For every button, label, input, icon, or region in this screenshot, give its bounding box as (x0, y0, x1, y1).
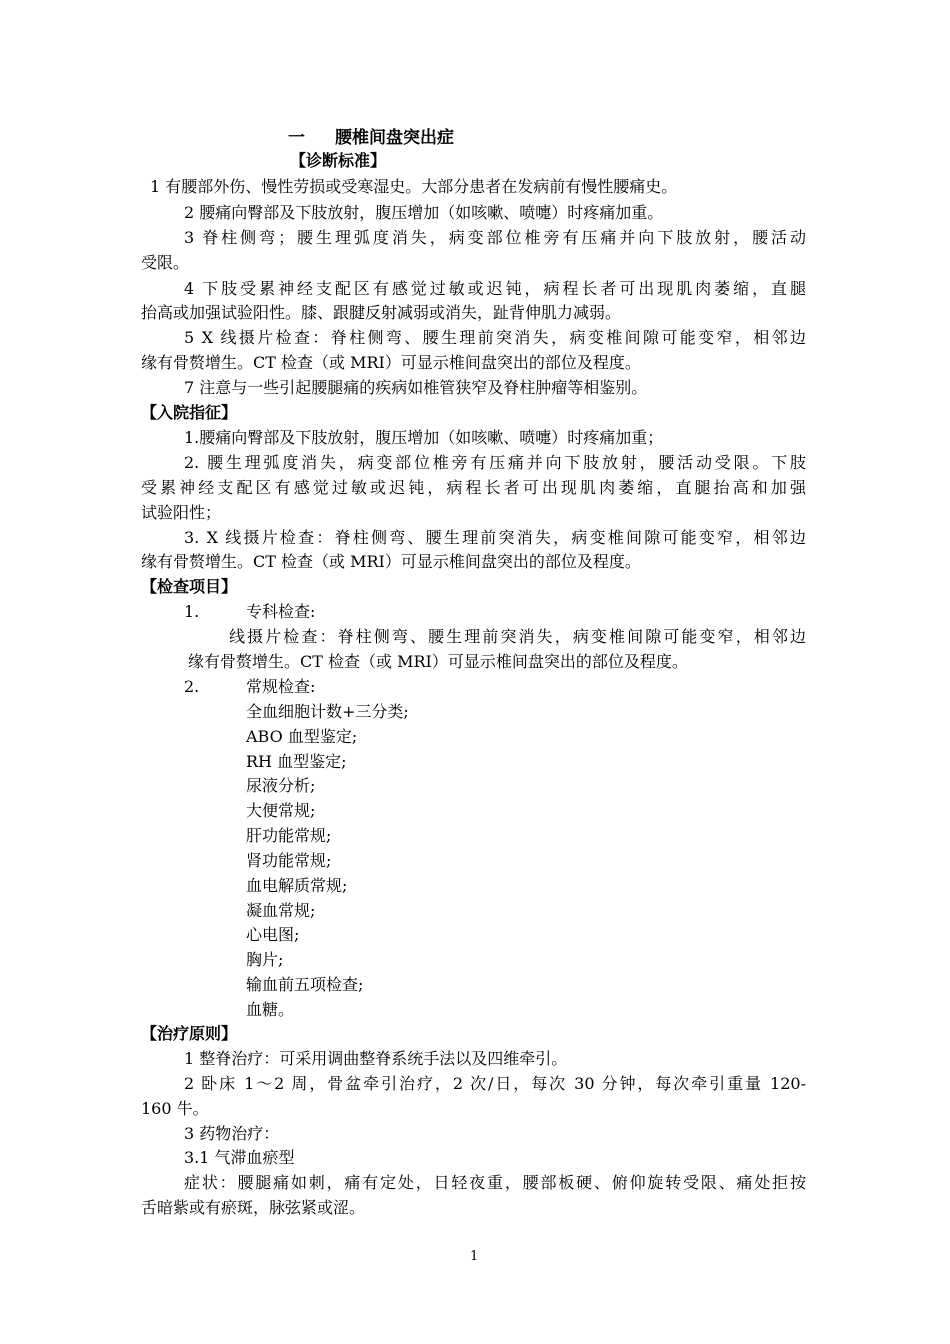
treatment-item: 160 牛。 (141, 1099, 209, 1118)
treatment-item: 3 药物治疗： (184, 1124, 280, 1143)
diagnosis-item: 5 X 线摄片检查：脊柱侧弯、腰生理前突消失，病变椎间隙可能变窄，相邻边 (184, 328, 806, 347)
routine-exam-item: 凝血常规; (246, 901, 316, 920)
treatment-item: 症状：腰腿痛如刺，痛有定处，日轻夜重，腰部板硬、俯仰旋转受限、痛处拒按 (184, 1173, 806, 1192)
diagnosis-item: 抬高或加强试验阳性。膝、跟腱反射减弱或消失，趾背伸肌力减弱。 (141, 303, 622, 322)
routine-exam-item: 输血前五项检查; (246, 975, 364, 994)
routine-exam-item: 大便常规; (246, 801, 316, 820)
special-exam-number: 1. (184, 602, 200, 621)
diagnosis-item: 4 下肢受累神经支配区有感觉过敏或迟钝，病程长者可出现肌肉萎缩，直腿 (184, 279, 806, 298)
routine-exam-item: RH 血型鉴定; (246, 752, 347, 771)
routine-exam-item: 心电图; (246, 925, 300, 944)
special-exam-line: 缘有骨赘增生。CT 检查（或 MRI）可显示椎间盘突出的部位及程度。 (188, 652, 688, 671)
diagnosis-item: 受限。 (141, 253, 190, 272)
diagnosis-item: 7 注意与一些引起腰腿痛的疾病如椎管狭窄及脊柱肿瘤等相鉴别。 (184, 378, 648, 397)
title-number: 一 (288, 128, 305, 148)
routine-exam-item: ABO 血型鉴定; (246, 727, 358, 746)
special-exam-label: 专科检查: (246, 602, 316, 621)
admission-item: 受累神经支配区有感觉过敏或迟钝，病程长者可出现肌肉萎缩，直腿抬高和加强 (141, 478, 806, 497)
page-title: 腰椎间盘突出症 (335, 128, 454, 148)
treatment-item: 2 卧床 1～2 周，骨盆牵引治疗，2 次/日，每次 30 分钟，每次牵引重量 120- (184, 1074, 806, 1093)
routine-exam-number: 2. (184, 677, 200, 696)
routine-exam-item: 全血细胞计数+三分类; (246, 702, 409, 721)
treatment-item: 1 整脊治疗：可采用调曲整脊系统手法以及四维牵引。 (184, 1049, 568, 1068)
routine-exam-item: 血糖。 (246, 1000, 295, 1019)
treatment-heading: 【治疗原则】 (141, 1024, 238, 1043)
admission-item: 试验阳性； (141, 503, 222, 522)
admission-heading: 【入院指征】 (141, 403, 238, 422)
admission-item: 2. 腰生理弧度消失，病变部位椎旁有压痛并向下肢放射，腰活动受限。下肢 (184, 453, 806, 472)
admission-item: 缘有骨赘增生。CT 检查（或 MRI）可显示椎间盘突出的部位及程度。 (141, 552, 641, 571)
routine-exam-item: 肝功能常规; (246, 826, 332, 845)
routine-exam-item: 胸片; (246, 950, 284, 969)
special-exam-line: 线摄片检查：脊柱侧弯、腰生理前突消失，病变椎间隙可能变窄，相邻边 (229, 627, 806, 646)
diagnosis-heading: 【诊断标准】 (290, 151, 387, 170)
routine-exam-item: 肾功能常规; (246, 851, 332, 870)
diagnosis-item: 1 有腰部外伤、慢性劳损或受寒湿史。大部分患者在发病前有慢性腰痛史。 (150, 177, 678, 196)
admission-item: 3. X 线摄片检查：脊柱侧弯、腰生理前突消失，病变椎间隙可能变窄，相邻边 (184, 528, 806, 547)
admission-item: 1.腰痛向臀部及下肢放射，腹压增加（如咳嗽、喷嚏）时疼痛加重； (184, 428, 664, 447)
diagnosis-item: 3 脊柱侧弯；腰生理弧度消失，病变部位椎旁有压痛并向下肢放射，腰活动 (184, 228, 806, 247)
routine-exam-item: 尿液分析; (246, 776, 316, 795)
routine-exam-label: 常规检查: (246, 677, 316, 696)
routine-exam-item: 血电解质常规; (246, 876, 348, 895)
treatment-item: 3.1 气滞血瘀型 (184, 1148, 295, 1167)
exams-heading: 【检查项目】 (141, 577, 238, 596)
treatment-item: 舌暗紫或有瘀斑，脉弦紧或涩。 (141, 1198, 366, 1217)
diagnosis-item: 2 腰痛向臀部及下肢放射，腹压增加（如咳嗽、喷嚏）时疼痛加重。 (184, 203, 664, 222)
diagnosis-item: 缘有骨赘增生。CT 检查（或 MRI）可显示椎间盘突出的部位及程度。 (141, 353, 641, 372)
page-number: 1 (470, 1249, 479, 1264)
